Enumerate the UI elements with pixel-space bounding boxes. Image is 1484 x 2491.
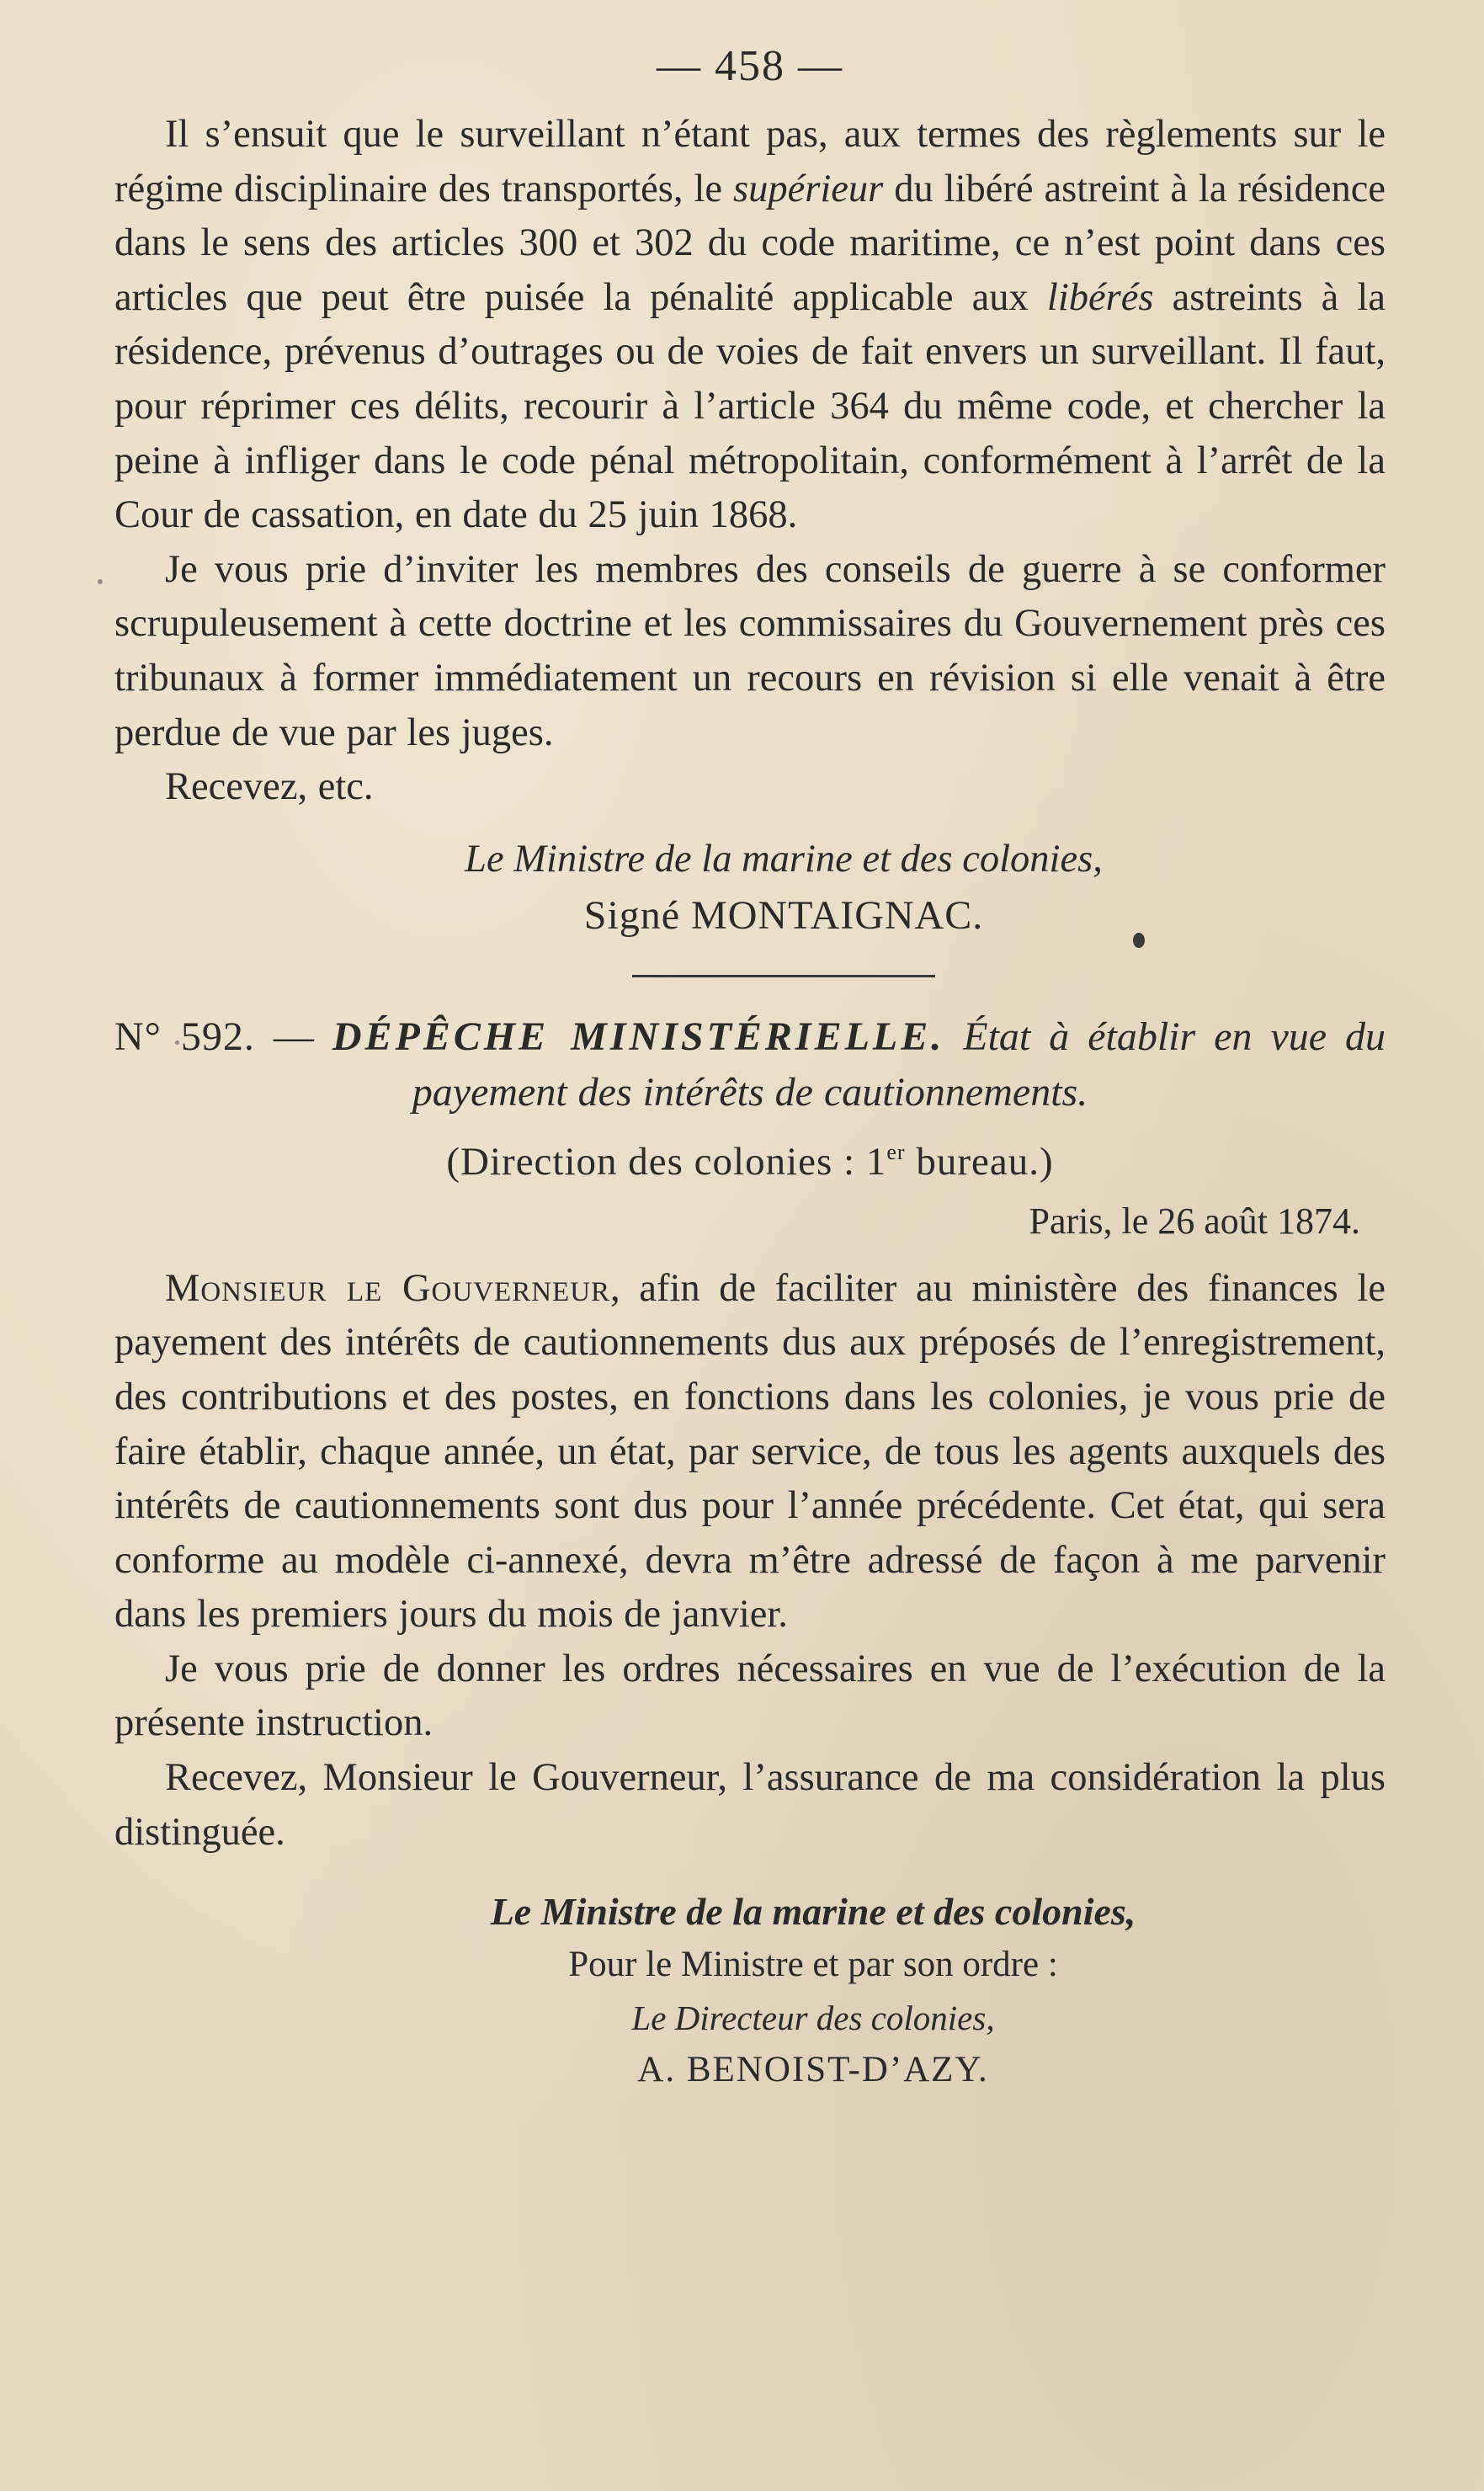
signature2-order-line: Pour le Ministre et par son ordre :: [568, 1945, 1058, 1985]
page-number: — 458 —: [657, 42, 843, 90]
direction-superscript: er: [886, 1139, 906, 1164]
emphasis-superieur: supérieur: [732, 167, 884, 210]
paragraph-text: Il s’ensuit que le surveillant n’étant pas, aux termes des règlements sur le régime disciplinaire des transportés, le: [114, 113, 1386, 210]
section-divider: [632, 975, 935, 977]
salutation: Monsieur le Gouverneur: [165, 1266, 611, 1310]
signature2-director: Le Directeur des colonies,: [631, 1999, 995, 2038]
paragraph-ordres: Je vous prie de donner les ordres nécessaires en vue de l’exécution de la présente instruction.: [114, 1647, 1386, 1745]
dispatch-number: N° 592.: [114, 1014, 255, 1059]
paragraph-text: astreints à la résidence, prévenus d’outrages ou de voies de fait envers un surveillant. Il faut, pour réprimer ces délits, recourir à l’article 364 du même code, et chercher la peine à infliger dans le code pénal métropolitain, conformément à l’arrêt de la Cour de cassation, en date du 25 juin 1868.: [114, 275, 1386, 537]
paragraph-surveillant: [114, 108, 1386, 543]
emphasis-liberes: libérés: [1046, 275, 1154, 319]
text-column: [114, 40, 1386, 2095]
signature2-title: Le Ministre de la marine et des colonies,: [490, 1890, 1136, 1934]
closing-formula: Recevez, etc.: [165, 765, 374, 809]
paragraph-text: , afin de faciliter au ministère des finances le payement des intérêts de cautionnements dus aux préposés de l’enregistrement, des contributions et des postes, en fonctions dans les colonies, je vous prie de faire établir, chaque année, un état, par service, de tous les agents auxquels des intérêts de cautionnements sont dus pour l’année précédente. Cet état, qui sera conforme au modèle ci-annexé, devra m’être adressé de façon à me parvenir dans les premiers jours du mois de janvier.: [114, 1266, 1386, 1637]
dispatch-heading: [114, 1009, 1386, 1120]
ink-speck: [98, 579, 103, 584]
dispatch-type: DÉPÊCHE MINISTÉRIELLE.: [332, 1014, 945, 1059]
paragraph-recevez: Recevez, Monsieur le Gouverneur, l’assurance de ma considération la plus distinguée.: [114, 1756, 1386, 1854]
direction-text: (Direction des colonies : 1: [446, 1139, 887, 1184]
dispatch-direction: [114, 1132, 1386, 1191]
paragraph-cautionnements: [114, 1262, 1386, 1642]
direction-text: bureau.): [905, 1139, 1054, 1184]
signature-title: Le Ministre de la marine et des colonies,: [465, 837, 1103, 881]
dispatch-subject: État à établir en vue du payement des intérêts de cautionnements.: [412, 1014, 1386, 1115]
paragraph-text: du libéré astreint à la résidence dans le sens des articles 300 et 302 du code maritime, ce n’est point dans ces articles que peut être puisée la pénalité applicable aux: [114, 167, 1386, 319]
signature2-name: A. BENOIST-D’AZY.: [637, 2050, 989, 2090]
signature-name: Signé MONTAIGNAC.: [583, 892, 984, 938]
dispatch-dash: —: [273, 1014, 314, 1059]
dispatch-dateline: Paris, le 26 août 1874.: [1029, 1200, 1360, 1242]
paragraph-conseils-de-guerre: Je vous prie d’inviter les membres des conseils de guerre à se conformer scrupuleusement à cette doctrine et les commissaires du Gouvernement près ces tribunaux à former immédiatement un recours en révision si elle venait à être perdue de vue par les juges.: [114, 547, 1386, 754]
